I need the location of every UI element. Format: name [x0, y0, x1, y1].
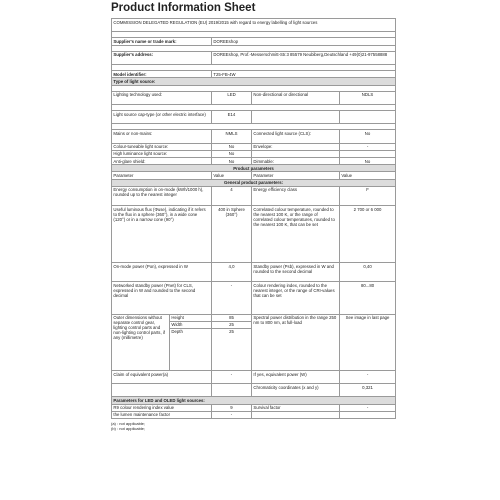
type-label [252, 150, 340, 157]
param-label: Standby power (Psb), expressed in W and rounded to the second decimal [252, 263, 340, 282]
type-value: - [340, 143, 396, 150]
type-value: No [212, 143, 252, 150]
type-value [340, 111, 396, 124]
param-value: - [212, 411, 252, 418]
width-label: Width [170, 321, 212, 328]
param-value: 4,0 [212, 263, 252, 282]
supplier-address-row [112, 51, 396, 64]
product-information-sheet [111, 2, 395, 431]
param-row [112, 282, 396, 314]
param-label: Colour rendering index, rounded to the nearest integer, or the range of CRI-values that can be set [252, 282, 340, 314]
param-label: Networked standby power (Pnet) for CLS, expressed in W and rounded to the second decimal [112, 282, 212, 314]
supplier-address-value: DOREEshop, Prof.-Messerschmitt-Str.3 85579 Neubiberg,Deutschland +49(0)21-97558888 [212, 51, 396, 64]
spd-value: See image in last page [340, 314, 396, 371]
param-value: 0,40 [340, 263, 396, 282]
param-value: - [212, 282, 252, 314]
dimensions-label: Outer dimensions without separate control gear, lighting control parts and non-lighting control parts, if any (millimetre) [112, 314, 170, 371]
dimensions-row [112, 314, 396, 321]
footnotes [111, 421, 395, 431]
param-value: - [212, 371, 252, 384]
param-value: 4 [212, 186, 252, 205]
type-label: Colour-tuneable light source: [112, 143, 212, 150]
height-label: Height [170, 314, 212, 321]
type-value: NMLS [212, 130, 252, 143]
led-section-title: Parameters for LED and OLED light sources: [112, 397, 396, 404]
param-label: On-mode power (Pon), expressed in W [112, 263, 212, 282]
supplier-address-label: Supplier's address: [112, 51, 212, 64]
type-value: No [212, 158, 252, 165]
param-value: - [340, 404, 396, 411]
type-value: No [212, 150, 252, 157]
model-value: T25-FB-4W [212, 71, 396, 78]
regulation-text: COMMISSION DELEGATED REGULATION (EU) 2019/2015 with regard to energy labelling of light sources [112, 19, 396, 32]
type-row [112, 111, 396, 124]
regulation-row [112, 19, 396, 32]
type-row [112, 150, 396, 157]
type-label: Envelope: [252, 143, 340, 150]
param-label: Energy consumption in on-mode (kWh/1000 h), rounded up to the nearest integer [112, 186, 212, 205]
led-section-row [112, 397, 396, 404]
supplier-name-value: DOREEshop [212, 38, 396, 45]
param-value: 2 700 or 6 000 [340, 205, 396, 262]
param-row [112, 263, 396, 282]
depth-value: 25 [212, 328, 252, 370]
model-label: Model identifier: [112, 71, 212, 78]
param-label [252, 411, 340, 418]
type-section-title: Type of light source: [112, 78, 396, 85]
type-value: E14 [212, 111, 252, 124]
param-value: 400 in Sphere (360°) [212, 205, 252, 262]
param-label: the lumen maintenance factor [112, 411, 212, 418]
type-row [112, 91, 396, 104]
width-value: 25 [212, 321, 252, 328]
param-label: Chromaticity coordinates (x and y) [252, 384, 340, 397]
param-row [112, 371, 396, 384]
param-value: - [340, 371, 396, 384]
param-header-cell: Parameter [112, 172, 212, 179]
param-value [340, 411, 396, 418]
param-label [112, 384, 212, 397]
param-row [112, 186, 396, 205]
type-row [112, 130, 396, 143]
param-value: 9 [212, 404, 252, 411]
param-row [112, 205, 396, 262]
param-row [112, 411, 396, 418]
param-row [112, 384, 396, 397]
type-value: No [340, 130, 396, 143]
type-value: NDLS [340, 91, 396, 104]
param-header-cell: Value [212, 172, 252, 179]
supplier-name-row [112, 38, 396, 45]
spd-label: Spectral power distribution in the range 250 nm to 800 nm, at full-load [252, 314, 340, 371]
height-value: 85 [212, 314, 252, 321]
type-section-row [112, 78, 396, 85]
general-params-row [112, 179, 396, 186]
model-row [112, 71, 396, 78]
info-table [111, 18, 396, 419]
param-header-cell: Value [340, 172, 396, 179]
product-params-row [112, 165, 396, 172]
general-params-title: General product parameters: [112, 179, 396, 186]
type-value: LED [212, 91, 252, 104]
type-row [112, 143, 396, 150]
type-label: Lighting technology used: [112, 91, 212, 104]
type-label: Anti-glare shield: [112, 158, 212, 165]
footnote: (a) : not applicable; [111, 421, 146, 426]
param-label: Useful luminous flux (Φuse), indicating if it refers to the flux in a sphere (360°), in a wide cone (120°) or in a narrow cone (90°) [112, 205, 212, 262]
type-label: High luminance light source: [112, 150, 212, 157]
product-params-title: Product parameters [112, 165, 396, 172]
param-header-cell: Parameter [252, 172, 340, 179]
param-value: F [340, 186, 396, 205]
type-label: Light source cap-type (or other electric interface) [112, 111, 212, 124]
param-label: Survival factor [252, 404, 340, 411]
type-label: Non-directional or directional [252, 91, 340, 104]
type-label: Dimmable: [252, 158, 340, 165]
type-label: Mains or non-mains: [112, 130, 212, 143]
type-label [252, 111, 340, 124]
footnote: (b) : not applicable; [111, 426, 146, 432]
param-label: Energy efficiency class [252, 186, 340, 205]
type-value [340, 150, 396, 157]
param-label: If yes, equivalent power (W) [252, 371, 340, 384]
param-header-row [112, 172, 396, 179]
type-value: No [340, 158, 396, 165]
page-title: Product Information Sheet [111, 2, 256, 14]
param-value: 0,321 [340, 384, 396, 397]
supplier-name-label: Supplier's name or trade mark: [112, 38, 212, 45]
depth-label: Depth [170, 328, 212, 370]
param-label: R9 colour rendering index value [112, 404, 212, 411]
type-row [112, 158, 396, 165]
param-label: Claim of equivalent power(a) [112, 371, 212, 384]
param-row [112, 404, 396, 411]
type-label: Connected light source (CLS): [252, 130, 340, 143]
param-value [212, 384, 252, 397]
param-value: 80...80 [340, 282, 396, 314]
param-label: Correlated colour temperature, rounded to the nearest 100 K, or the range of correlated colour temperatures, rounded to the nearest 100 K, that can be set [252, 205, 340, 262]
